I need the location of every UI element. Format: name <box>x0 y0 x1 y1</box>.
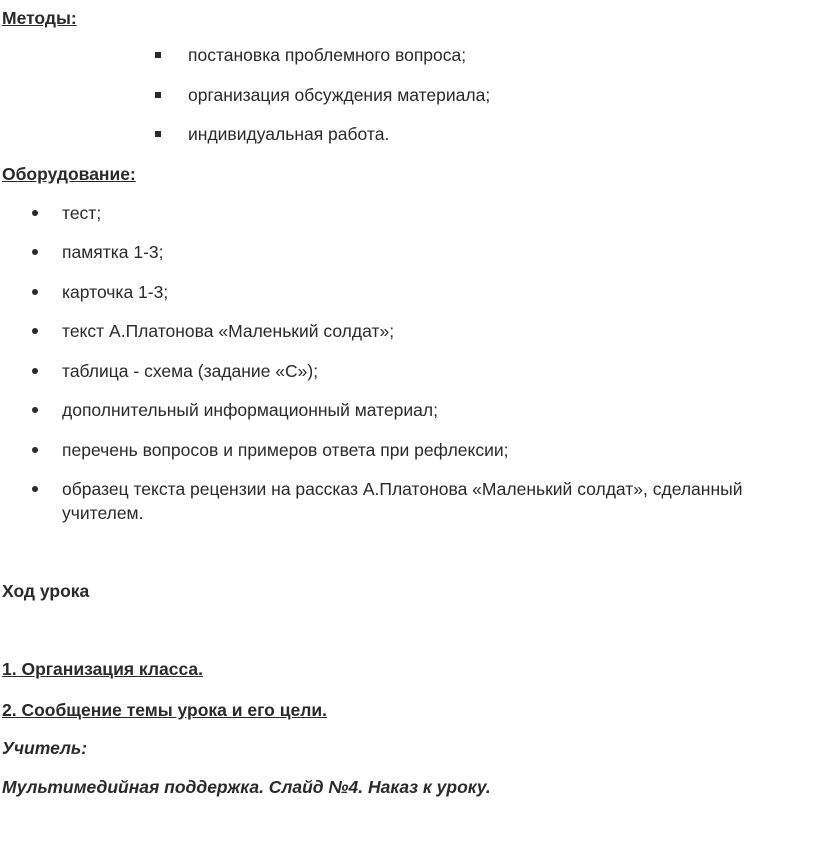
equipment-item: памятка 1-3; <box>62 242 164 262</box>
methods-item: постановка проблемного вопроса; <box>188 45 467 65</box>
multimedia-note: Мультимедийная поддержка. Слайд №4. Наказ к уроку. <box>2 777 491 797</box>
bullet-dot-icon <box>32 486 38 492</box>
methods-heading: Методы: <box>2 8 77 28</box>
equipment-item: текст А.Платонова «Маленький солдат»; <box>62 321 395 341</box>
bullet-dot-icon <box>32 407 38 413</box>
lesson-heading: Ход урока <box>2 581 90 601</box>
step-organization: 1. Организация класса. <box>2 659 203 679</box>
square-bullet-icon <box>155 92 161 98</box>
equipment-item: таблица - схема (задание «С»); <box>62 361 319 381</box>
equipment-heading: Оборудование: <box>2 164 136 184</box>
methods-item: организация обсуждения материала; <box>188 85 491 105</box>
bullet-dot-icon <box>32 249 38 255</box>
equipment-item: перечень вопросов и примеров ответа при рефлексии; <box>62 440 509 460</box>
methods-item: индивидуальная работа. <box>188 124 390 144</box>
equipment-item: тест; <box>62 203 102 223</box>
bullet-dot-icon <box>32 328 38 334</box>
equipment-item: дополнительный информационный материал; <box>62 400 438 420</box>
square-bullet-icon <box>155 131 161 137</box>
bullet-dot-icon <box>32 368 38 374</box>
equipment-item: образец текста рецензии на рассказ А.Платонова «Маленький солдат», сделанный учителем. <box>62 479 743 523</box>
bullet-dot-icon <box>32 447 38 453</box>
bullet-dot-icon <box>32 210 38 216</box>
step-topic-goal: 2. Сообщение темы урока и его цели. <box>2 700 327 720</box>
equipment-item: карточка 1-3; <box>62 282 169 302</box>
square-bullet-icon <box>155 52 161 58</box>
bullet-dot-icon <box>32 289 38 295</box>
teacher-label: Учитель: <box>2 738 88 758</box>
